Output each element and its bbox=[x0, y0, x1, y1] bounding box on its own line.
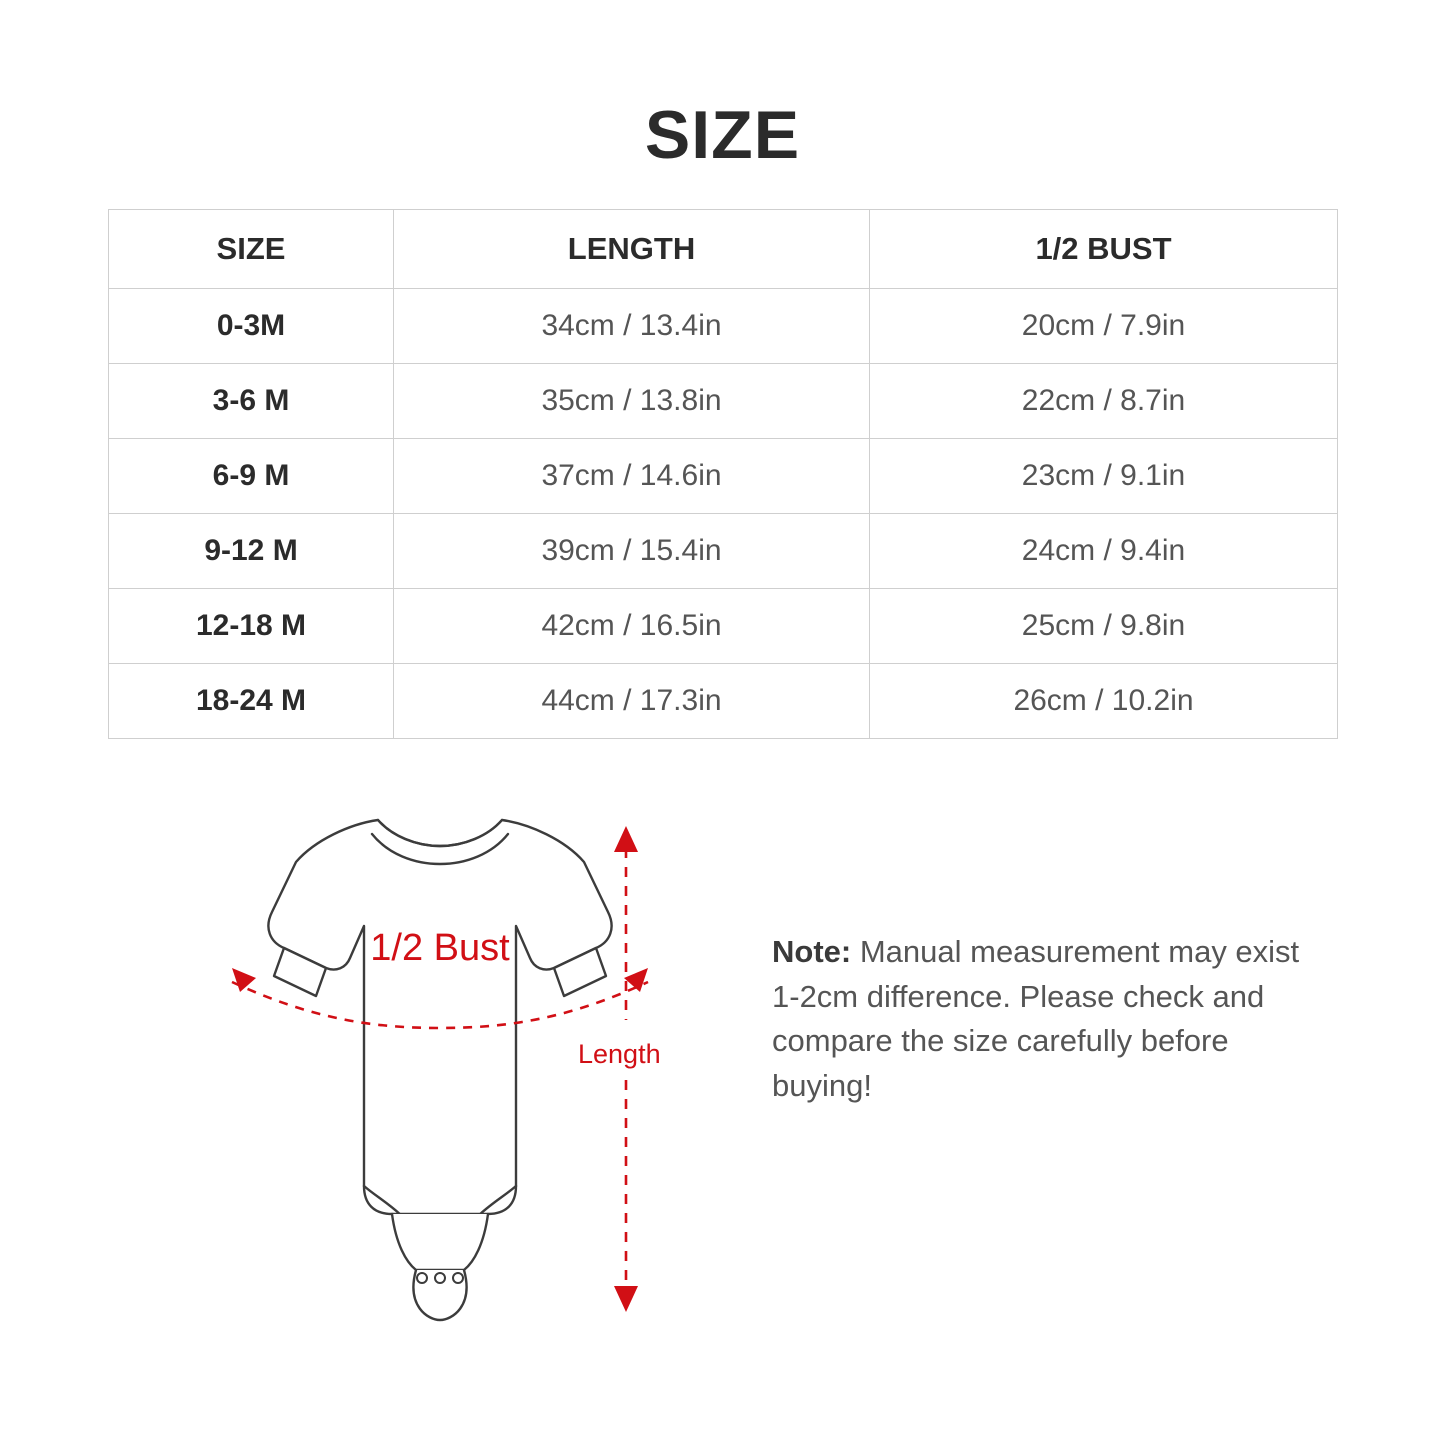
cell-length: 39cm / 15.4in bbox=[394, 514, 870, 589]
cell-size: 0-3M bbox=[109, 289, 394, 364]
page-title: SIZE bbox=[644, 97, 801, 173]
cell-size: 3-6 M bbox=[109, 364, 394, 439]
table-row bbox=[109, 364, 1338, 439]
length-arrow bbox=[560, 820, 700, 1320]
table-row bbox=[109, 664, 1338, 739]
cell-size: 6-9 M bbox=[109, 439, 394, 514]
table-row bbox=[109, 439, 1338, 514]
length-label: Length bbox=[578, 1039, 661, 1069]
cell-bust: 25cm / 9.8in bbox=[870, 589, 1338, 664]
note-body: Manual measurement may exist 1-2cm difference. Please check and compare the size carefully before buying! bbox=[772, 934, 1300, 1103]
note-text bbox=[772, 930, 1332, 1109]
cell-length: 34cm / 13.4in bbox=[394, 289, 870, 364]
column-header-bust: 1/2 BUST bbox=[870, 210, 1338, 289]
bust-label: 1/2 Bust bbox=[370, 927, 510, 969]
column-header-size: SIZE bbox=[109, 210, 394, 289]
note-label: Note: bbox=[772, 934, 852, 969]
table-row bbox=[109, 289, 1338, 364]
cell-bust: 22cm / 8.7in bbox=[870, 364, 1338, 439]
cell-length: 42cm / 16.5in bbox=[394, 589, 870, 664]
cell-length: 35cm / 13.8in bbox=[394, 364, 870, 439]
cell-bust: 23cm / 9.1in bbox=[870, 439, 1338, 514]
cell-size: 12-18 M bbox=[109, 589, 394, 664]
table-row bbox=[109, 514, 1338, 589]
cell-size: 9-12 M bbox=[109, 514, 394, 589]
cell-length: 44cm / 17.3in bbox=[394, 664, 870, 739]
size-chart-table bbox=[108, 209, 1338, 739]
cell-bust: 26cm / 10.2in bbox=[870, 664, 1338, 739]
cell-length: 37cm / 14.6in bbox=[394, 439, 870, 514]
table-row bbox=[109, 589, 1338, 664]
cell-size: 18-24 M bbox=[109, 664, 394, 739]
cell-bust: 24cm / 9.4in bbox=[870, 514, 1338, 589]
table-header-row bbox=[109, 210, 1338, 289]
column-header-length: LENGTH bbox=[394, 210, 870, 289]
cell-bust: 20cm / 7.9in bbox=[870, 289, 1338, 364]
